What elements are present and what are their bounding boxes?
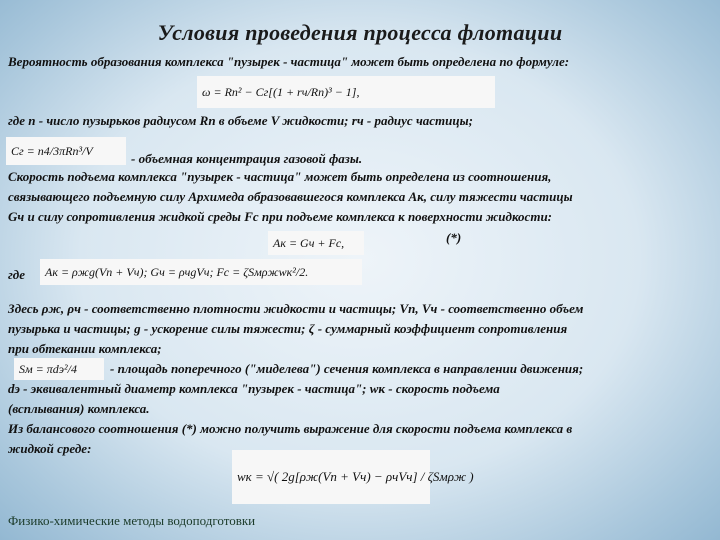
formula-probability-text: ω = Rп² − Cг[(1 + rч/Rп)³ − 1],	[202, 84, 360, 99]
formula-gas-concentration	[6, 137, 126, 165]
formula-gas-concentration-text: Cг = n4/3πRп³/V	[11, 143, 93, 158]
equation-number: (*)	[446, 230, 462, 245]
text-line-3: - объемная концентрация газовой фазы.	[131, 151, 363, 166]
text-line-16: жидкой среде:	[8, 441, 92, 456]
slide-title: Условия проведения процесса флотации	[157, 20, 563, 45]
text-line-2: где n - число пузырьков радиусом Rп в объеме V жидкости; rч - радиус частицы;	[8, 113, 473, 128]
text-line-12: - площадь поперечного ("миделева") сечения комплекса в направлении движения;	[110, 361, 584, 376]
formula-rise-velocity-text: wк = √( 2g[ρж(Vп + Vч) − ρчVч] / ζSмρж )	[237, 469, 474, 484]
formula-balance-text: Aк = Gч + Fс,	[273, 235, 345, 250]
formula-midsection-text: Sм = πdэ²/4	[19, 361, 77, 376]
formula-probability	[197, 76, 495, 108]
text-line-where: где	[8, 267, 26, 282]
text-line-1: Вероятность образования комплекса "пузырек - частица" может быть определена по формуле:	[8, 54, 570, 69]
text-line-15: Из балансового соотношения (*) можно получить выражение для скорости подъема комплекса в	[8, 421, 573, 436]
text-line-5: связывающего подъемную силу Архимеда образовавшегося комплекса Aк, силу тяжести частицы	[8, 189, 573, 204]
text-line-6: Gч и силу сопротивления жидкой среды Fс при подъеме комплекса к поверхности жидкости:	[8, 209, 553, 224]
text-line-13: dэ - эквивалентный диаметр комплекса "пузырек - частица"; wк - скорость подъема	[8, 381, 500, 396]
footer-course-name: Физико-химические методы водоподготовки	[8, 513, 256, 528]
text-line-11: при обтекании комплекса;	[8, 341, 162, 356]
formula-balance	[268, 231, 364, 255]
formula-rise-velocity	[232, 450, 474, 504]
formula-forces	[40, 259, 362, 285]
text-line-4: Скорость подъема комплекса "пузырек - частица" может быть определена из соотношения,	[8, 169, 552, 184]
text-line-10: пузырька и частицы; g - ускорение силы тяжести; ζ - суммарный коэффициент сопротивления	[8, 321, 568, 336]
formula-forces-text: Aк = ρжg(Vп + Vч); Gч = ρчgVч; Fс = ζSмρжwк²/2.	[45, 264, 309, 279]
text-line-14: (всплывания) комплекса.	[8, 401, 150, 416]
text-line-9: Здесь ρж, ρч - соответственно плотности жидкости и частицы; Vп, Vч - соответственно объем	[8, 301, 584, 316]
formula-midsection	[14, 358, 104, 380]
